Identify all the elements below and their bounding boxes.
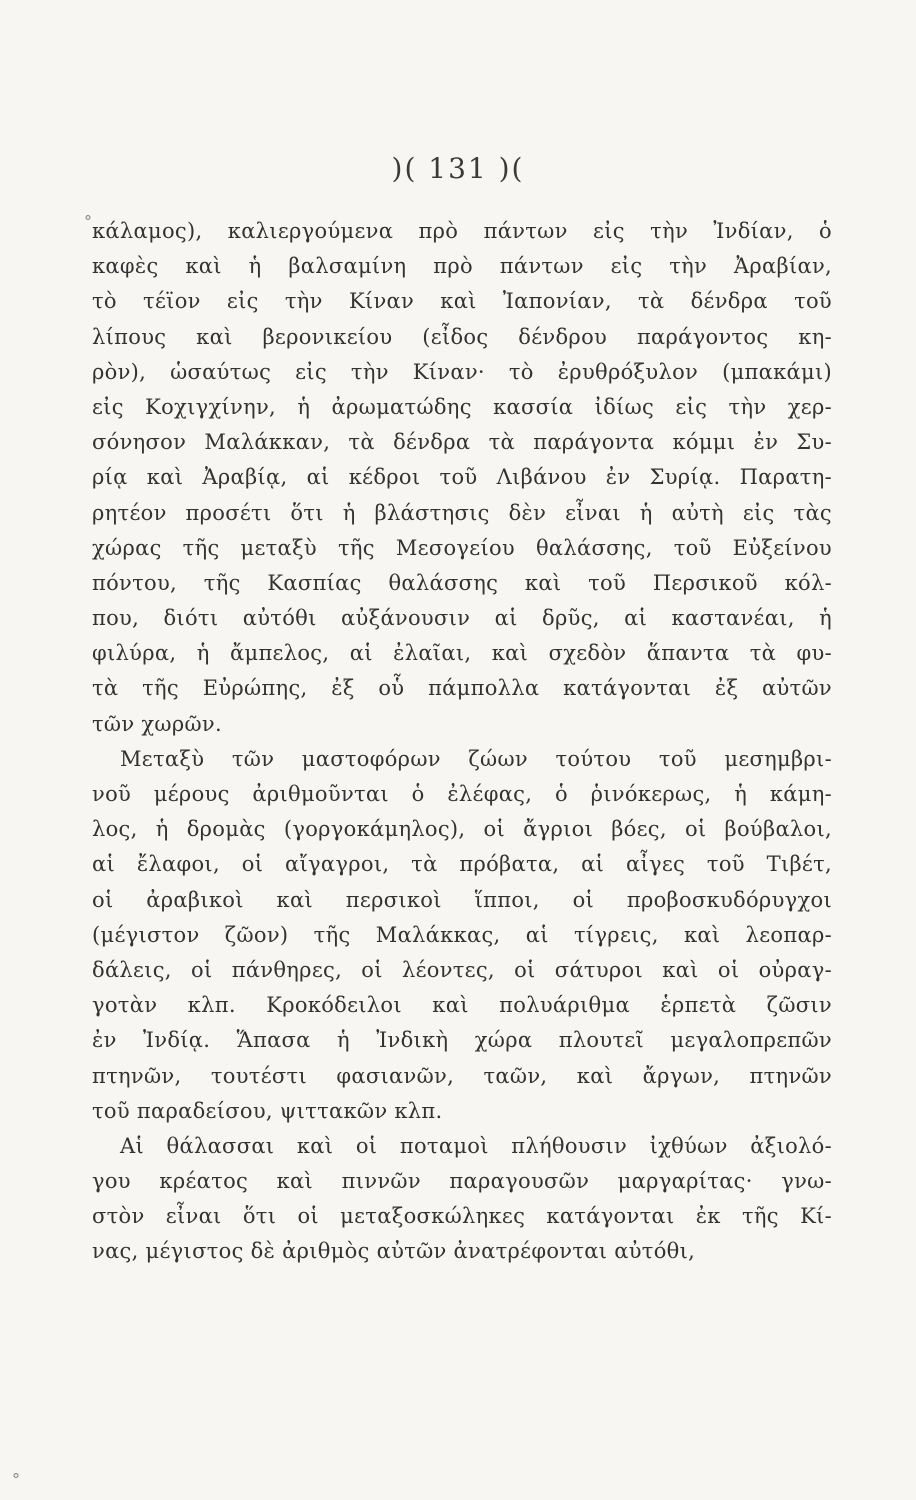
paragraph — [92, 1129, 832, 1270]
text-line: λος, ἡ δρομὰς (γοργοκάμηλος), οἱ ἄγριοι βόες, οἱ βούβαλοι, — [92, 817, 832, 842]
text-line: αἱ ἔλαφοι, οἱ αἴγαγροι, τὰ πρόβατα, αἱ αἶγες τοῦ Τιβέτ, — [92, 852, 832, 877]
text-line: κάλαμος), καλιεργούμενα πρὸ πάντων εἰς τὴν Ἰνδίαν, ὁ — [92, 219, 832, 243]
text-line: ρητέον προσέτι ὅτι ἡ βλάστησις δὲν εἶναι ἡ αὐτὴ εἰς τὰς — [92, 500, 832, 525]
text-line: νας, μέγιστος δὲ ἀριθμὸς αὐτῶν ἀνατρέφονται αὐτόθι, — [92, 1239, 696, 1264]
text-line: εἰς Κοχιγχίνην, ἡ ἀρωματώδης κασσία ἰδίως εἰς τὴν χερ- — [92, 394, 832, 419]
text-line: γοτὰν κλπ. Κροκόδειλοι καὶ πολυάριθμα ἑρπετὰ ζῶσιν — [92, 993, 832, 1018]
text-line: πτηνῶν, τουτέστι φασιανῶν, ταῶν, καὶ ἄργων, πτηνῶν — [92, 1063, 832, 1088]
text-line: ρίᾳ καὶ Ἀραβίᾳ, αἱ κέδροι τοῦ Λιβάνου ἐν Συρίᾳ. Παρατη- — [92, 465, 832, 490]
text-line: στὸν εἶναι ὅτι οἱ μεταξοσκώληκες κατάγονται ἐκ τῆς Κί- — [92, 1204, 832, 1229]
text-line: οἱ ἀραβικοὶ καὶ περσικοὶ ἵπποι, οἱ προβοσκυδόρυγχοι — [92, 887, 832, 912]
text-line: καφὲς καὶ ἡ βαλσαμίνη πρὸ πάντων εἰς τὴν Ἀραβίαν, — [92, 254, 832, 279]
text-line: χώρας τῆς μεταξὺ τῆς Μεσογείου θαλάσσης, τοῦ Εὐξείνου — [92, 535, 832, 560]
text-line: τὰ τῆς Εὐρώπης, ἐξ οὗ πάμπολλα κατάγονται ἐξ αὐτῶν — [92, 676, 832, 701]
text-line: που, διότι αὐτόθι αὐξάνουσιν αἱ δρῦς, αἱ καστανέαι, ἡ — [92, 606, 832, 631]
text-line: Μεταξὺ τῶν μαστοφόρων ζώων τούτου τοῦ μεσημβρι- — [120, 746, 832, 771]
text-line: λίπους καὶ βερονικείου (εἶδος δένδρου παράγοντος κη- — [92, 324, 832, 349]
page-number-header: )( 131 )( — [391, 152, 525, 185]
text-line: Αἱ θάλασσαι καὶ οἱ ποταμοὶ πλήθουσιν ἰχθύων ἀξιολό- — [120, 1133, 832, 1158]
ink-speck: ° — [84, 212, 92, 231]
text-line: φιλύρα, ἡ ἄμπελος, αἱ ἐλαῖαι, καὶ σχεδὸν ἅπαντα τὰ φυ- — [92, 641, 832, 666]
text-line: τοῦ παραδείσου, ψιττακῶν κλπ. — [92, 1098, 443, 1123]
body-text — [92, 214, 832, 1270]
text-line: γου κρέατος καὶ πιννῶν παραγουσῶν μαργαρίτας· γνω- — [92, 1169, 832, 1194]
text-line: ρὸν), ὡσαύτως εἰς τὴν Κίναν· τὸ ἐρυθρόξυλον (μπακάμι) — [92, 359, 832, 384]
paragraph — [92, 742, 832, 1129]
text-line: πόντου, τῆς Κασπίας θαλάσσης καὶ τοῦ Περσικοῦ κόλ- — [92, 570, 832, 595]
text-line: (μέγιστον ζῶον) τῆς Μαλάκκας, αἱ τίγρεις, καὶ λεοπαρ- — [92, 922, 832, 947]
text-line: τὸ τέϊον εἰς τὴν Κίναν καὶ Ἰαπονίαν, τὰ δένδρα τοῦ — [92, 289, 832, 314]
ink-speck: ° — [12, 1470, 20, 1489]
text-line: σόνησον Μαλάκκαν, τὰ δένδρα τὰ παράγοντα κόμμι ἐν Συ- — [92, 430, 832, 455]
text-line: τῶν χωρῶν. — [92, 711, 222, 736]
text-line: δάλεις, οἱ πάνθηρες, οἱ λέοντες, οἱ σάτυροι καὶ οἱ οὐραγ- — [92, 957, 832, 982]
paragraph — [92, 214, 832, 742]
text-line: ἐν Ἰνδίᾳ. Ἅπασα ἡ Ἰνδικὴ χώρα πλουτεῖ μεγαλοπρεπῶν — [92, 1028, 832, 1053]
text-line: νοῦ μέρους ἀριθμοῦνται ὁ ἐλέφας, ὁ ῥινόκερως, ἡ κάμη- — [92, 782, 832, 806]
